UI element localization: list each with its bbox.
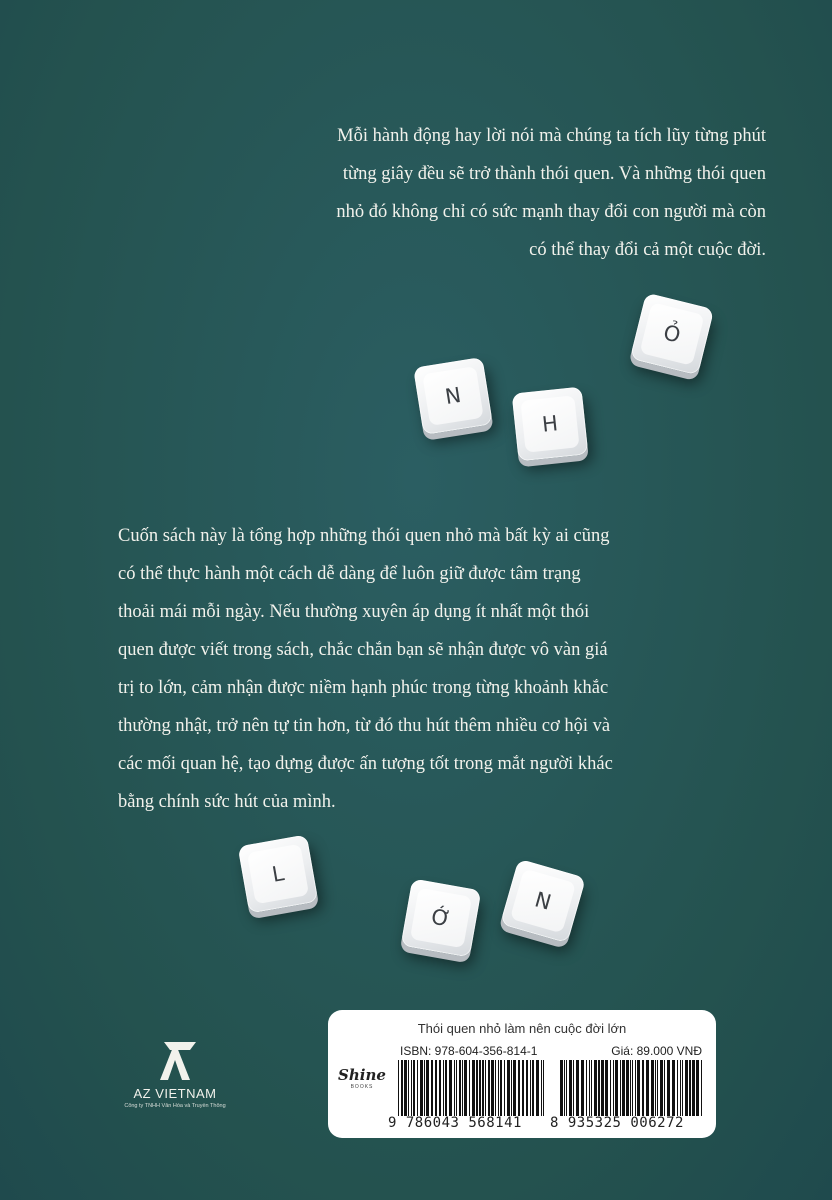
keycap-l: [238, 834, 319, 913]
keycap-o-acute: [401, 878, 482, 957]
barcode-number-2: 8 935325 006272: [550, 1115, 684, 1131]
keycap-label: Ớ: [410, 888, 472, 949]
blurb-main-line: bằng chính sức hút của mình.: [118, 792, 336, 812]
blurb-main: [118, 517, 738, 821]
brand-sub: BOOKS: [350, 1084, 374, 1090]
publisher-logo: [120, 1040, 230, 1109]
keycap-h: [512, 387, 589, 462]
az-logo-icon: [150, 1040, 200, 1082]
isbn: ISBN: 978-604-356-814-1: [400, 1044, 538, 1058]
blurb-top-line: Mỗi hành động hay lời nói mà chúng ta tích lũy từng phút: [337, 126, 766, 146]
blurb-main-line: các mối quan hệ, tạo dựng được ấn tượng tốt trong mắt người khác: [118, 754, 613, 774]
barcode-panel: [328, 1010, 716, 1138]
keycap-label: L: [247, 844, 309, 905]
keycap-label: Ỏ: [640, 302, 705, 366]
blurb-main-line: trị to lớn, cảm nhận được niềm hạnh phúc trong từng khoảnh khắc: [118, 678, 609, 698]
ean-barcode: [560, 1060, 704, 1116]
blurb-top-line: nhỏ đó không chỉ có sức mạnh thay đổi con người mà còn: [336, 202, 766, 222]
shine-books-logo: [336, 1066, 388, 1090]
blurb-main-line: quen được viết trong sách, chắc chắn bạn sẽ nhận được vô vàn giá: [118, 640, 608, 660]
keycap-n: [413, 357, 493, 435]
barcode-number-1: 9 786043 568141: [388, 1115, 522, 1131]
blurb-main-line: thường nhật, trở nên tự tin hơn, từ đó thu hút thêm nhiều cơ hội và: [118, 716, 611, 736]
blurb-main-line: thoải mái mỗi ngày. Nếu thường xuyên áp dụng ít nhất một thói: [118, 602, 590, 622]
keycap-label: N: [422, 366, 483, 426]
publisher-name: AZ VIETNAM: [133, 1086, 217, 1101]
book-title: Thói quen nhỏ làm nên cuộc đời lớn: [417, 1021, 627, 1036]
blurb-top-line: có thể thay đổi cả một cuộc đời.: [529, 240, 766, 260]
blurb-main-line: Cuốn sách này là tổng hợp những thói quen nhỏ mà bất kỳ ai cũng: [118, 526, 610, 546]
isbn-barcode: [398, 1060, 546, 1116]
keycap-label: N: [510, 869, 576, 934]
blurb-top-line: từng giây đều sẽ trở thành thói quen. Và những thói quen: [342, 164, 766, 184]
blurb-top: [206, 117, 766, 269]
blurb-main-line: có thể thực hành một cách dễ dàng để luôn giữ được tâm trạng: [118, 564, 581, 584]
price: Giá: 89.000 VNĐ: [611, 1044, 702, 1058]
keycap-label: H: [520, 395, 579, 452]
publisher-subtitle: Công ty TNHH Văn Hóa và Truyền Thông: [124, 1103, 226, 1109]
brand-name: Shine: [338, 1066, 386, 1084]
